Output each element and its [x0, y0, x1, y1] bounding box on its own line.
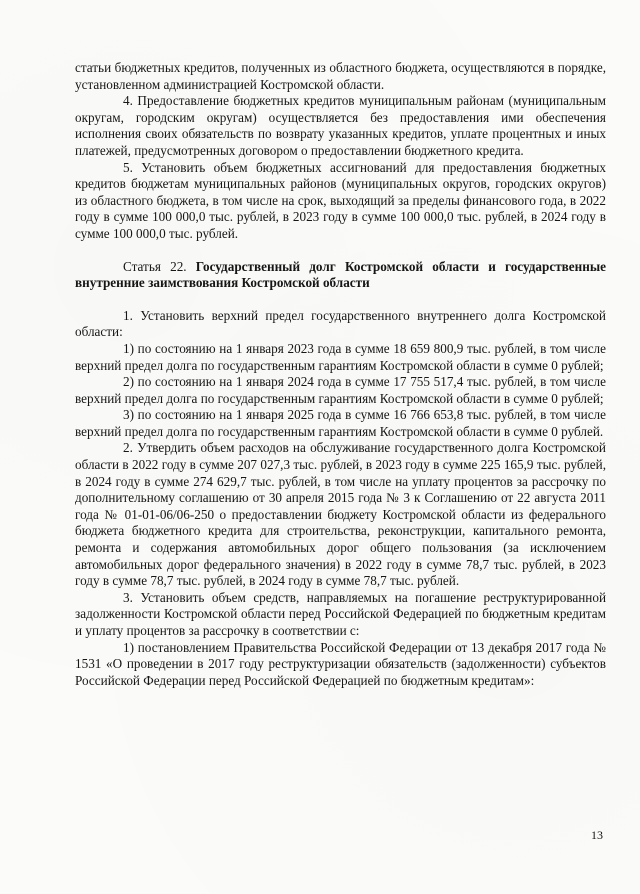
paragraph-resolution: 1) постановлением Правительства Российской Федерации от 13 декабря 2017 года № 1531 «О проведении в 2017 году реструктуризации обязательств (задолженности) субъектов Российской Федерации перед Российской Федерацией по бюджетным кредитам»:	[75, 639, 606, 688]
paragraph-item-4: 4. Предоставление бюджетных кредитов муниципальным районам (муниципальным округам, городским округам) осуществляется без предоставления ими обеспечения исполнения своих обязательств по возврату указанных кредитов, уплате процентных и иных платежей, предусмотренных договором о предоставлении бюджетного кредита.	[75, 93, 606, 158]
paragraph-debt-2023: 1) по состоянию на 1 января 2023 года в сумме 18 659 800,9 тыс. рублей, в том числе верхний предел долга по государственным гарантиям Костромской области в сумме 0 рублей;	[75, 340, 606, 373]
article-heading	[75, 259, 606, 292]
article-prefix: Статья 22.	[123, 258, 196, 274]
paragraph-debt-limit: 1. Установить верхний предел государственного внутреннего долга Костромской области:	[75, 307, 606, 340]
paragraph-debt-2024: 2) по состоянию на 1 января 2024 года в сумме 17 755 517,4 тыс. рублей, в том числе верхний предел долга по государственным гарантиям Костромской области в сумме 0 рублей;	[75, 374, 606, 406]
document-body	[75, 60, 606, 689]
paragraph-restructuring: 3. Установить объем средств, направляемых на погашение реструктурированной задолженности Костромской области перед Российской Федерацией по бюджетным кредитам и уплату процентов за рассрочку в соответствии с:	[75, 589, 606, 638]
paragraph-continuation: статьи бюджетных кредитов, полученных из областного бюджета, осуществляются в порядке, установленном администрацией Костромской области.	[75, 60, 606, 92]
paragraph-debt-service: 2. Утвердить объем расходов на обслуживание государственного долга Костромской области в 2022 году в сумме 207 027,3 тыс. рублей, в 2023 году в сумме 225 165,9 тыс. рублей, в 2024 году в сумме 274 629,7 тыс. рублей, в том числе на уплату процентов за рассрочку по дополнительному соглашению от 30 апреля 2015 года № 3 к Соглашению от 22 августа 2011 года № 01-01-06/06-250 о предоставлении бюджету Костромской области из федерального бюджета бюджетного кредита для строительства, реконструкции, капитального ремонта, ремонта и содержания автомобильных дорог общего пользования (за исключением автомобильных дорог федерального значения) в 2022 году в сумме 78,7 тыс. рублей, в 2023 году в сумме 78,7 тыс. рублей, в 2024 году в сумме 78,7 тыс. рублей.	[75, 440, 606, 589]
paragraph-debt-2025: 3) по состоянию на 1 января 2025 года в сумме 16 766 653,8 тыс. рублей, в том числе верхний предел долга по государственным гарантиям Костромской области в сумме 0 рублей.	[75, 407, 606, 439]
paragraph-item-5: 5. Установить объем бюджетных ассигнований для предоставления бюджетных кредитов бюджетам муниципальных районов (муниципальных округов, городских округов) из областного бюджета, в том числе на срок, выходящий за пределы финансового года, в 2022 году в сумме 100 000,0 тыс. рублей, в 2023 году в сумме 100 000,0 тыс. рублей, в 2024 году в сумме 100 000,0 тыс. рублей.	[75, 159, 606, 241]
article-title: Государственный долг Костромской области и государственные внутренние заимствования Костромской области	[75, 258, 606, 291]
page-number: 13	[591, 828, 603, 842]
